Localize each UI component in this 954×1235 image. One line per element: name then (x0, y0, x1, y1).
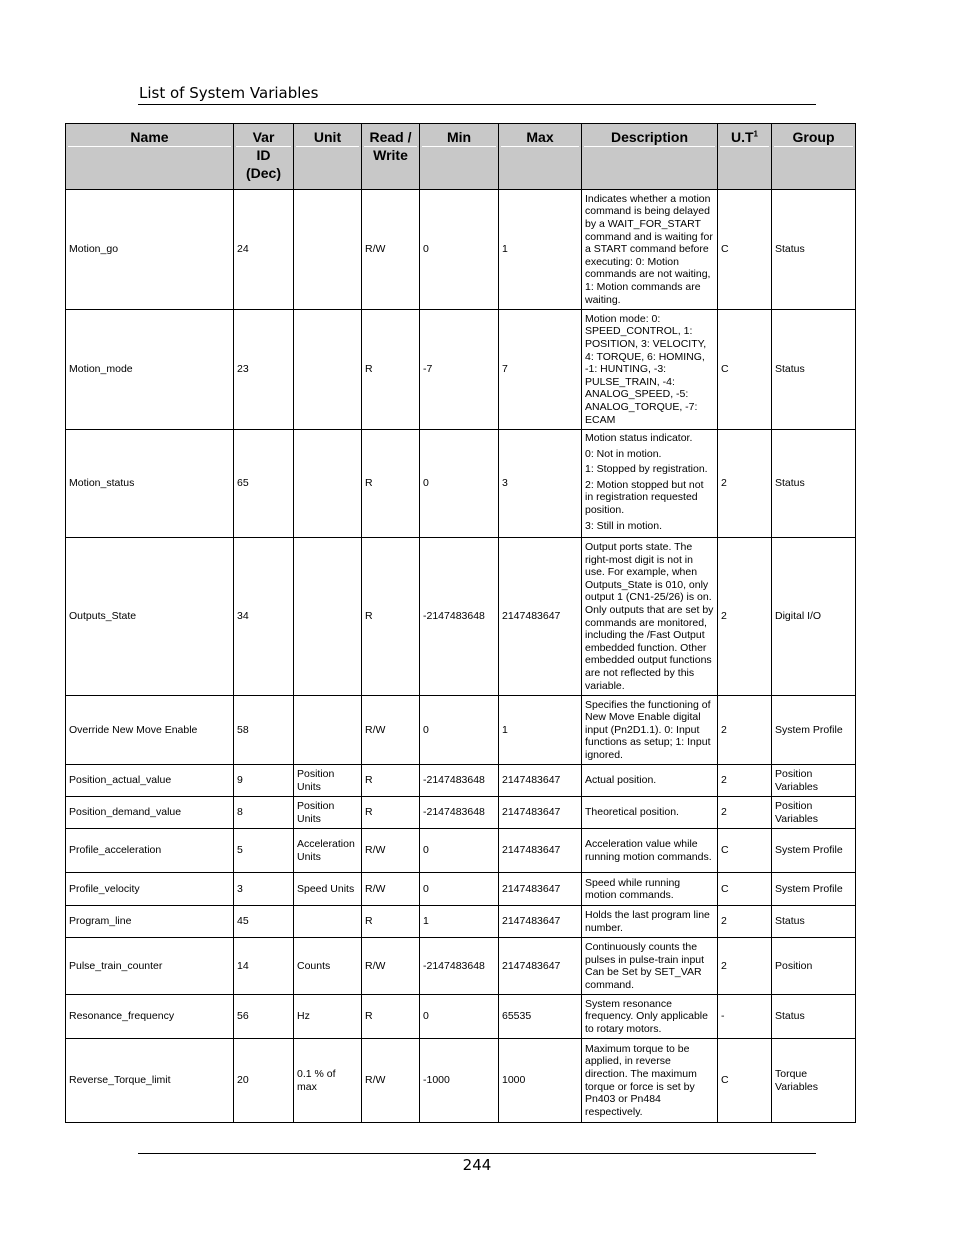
column-header-name: Name (66, 124, 234, 190)
column-header-read-write: Read / Write (362, 124, 420, 190)
cell-description (582, 538, 718, 696)
cell-rw: R/W (362, 829, 420, 873)
cell-description (582, 190, 718, 310)
cell-rw: R/W (362, 873, 420, 906)
table-row (66, 797, 856, 829)
description-paragraph: System resonance frequency. Only applicable to rotary motors. (585, 997, 708, 1035)
cell-ut: C (718, 190, 772, 310)
cell-name: Motion_status (66, 430, 234, 538)
cell-name: Resonance_frequency (66, 995, 234, 1039)
cell-name: Profile_acceleration (66, 829, 234, 873)
cell-min: -2147483648 (420, 538, 499, 696)
table-row (66, 906, 856, 938)
cell-rw: R (362, 906, 420, 938)
cell-ut: - (718, 995, 772, 1039)
description-paragraph: 3: Still in motion. (585, 519, 663, 532)
table-row (66, 1039, 856, 1123)
cell-description (582, 995, 718, 1039)
cell-group: System Profile (772, 873, 856, 906)
cell-group: System Profile (772, 829, 856, 873)
cell-unit: Hz (294, 995, 362, 1039)
cell-description (582, 310, 718, 430)
cell-rw: R (362, 765, 420, 797)
table-header-row (66, 124, 856, 190)
cell-group: Status (772, 995, 856, 1039)
cell-ut: 2 (718, 797, 772, 829)
cell-unit: Counts (294, 938, 362, 995)
cell-unit: 0.1 % of max (294, 1039, 362, 1123)
cell-min: 0 (420, 430, 499, 538)
cell-ut: 2 (718, 765, 772, 797)
cell-min: 1 (420, 906, 499, 938)
cell-unit: Position Units (294, 797, 362, 829)
column-header-min: Min (420, 124, 499, 190)
table-row (66, 430, 856, 538)
cell-description (582, 938, 718, 995)
cell-name: Position_demand_value (66, 797, 234, 829)
cell-unit: Speed Units (294, 873, 362, 906)
cell-description (582, 906, 718, 938)
cell-min: 0 (420, 995, 499, 1039)
cell-name: Reverse_Torque_limit (66, 1039, 234, 1123)
cell-unit: Acceleration Units (294, 829, 362, 873)
cell-name: Motion_mode (66, 310, 234, 430)
table-row (66, 310, 856, 430)
cell-id: 8 (234, 797, 294, 829)
page-header-title: List of System Variables (139, 84, 319, 102)
cell-group: Status (772, 310, 856, 430)
cell-min: 0 (420, 190, 499, 310)
cell-id: 65 (234, 430, 294, 538)
cell-unit (294, 538, 362, 696)
cell-id: 14 (234, 938, 294, 995)
cell-id: 58 (234, 696, 294, 765)
page-number: 244 (462, 1156, 492, 1174)
cell-id: 9 (234, 765, 294, 797)
description-paragraph: Motion status indicator. (585, 432, 693, 444)
table-row (66, 765, 856, 797)
description-paragraph: Continuously counts the pulses in pulse-train input Can be Set by SET_VAR command. (585, 940, 705, 991)
table-row (66, 190, 856, 310)
cell-id: 23 (234, 310, 294, 430)
cell-min: -2147483648 (420, 797, 499, 829)
cell-unit (294, 696, 362, 765)
table-row (66, 538, 856, 696)
description-paragraph: Indicates whether a motion command is being delayed by a WAIT_FOR_START command and is waiting for a START command before executing: 0: Motion commands are not waiting, 1: Motion commands are waiting. (585, 192, 713, 306)
cell-max: 2147483647 (499, 765, 582, 797)
cell-max: 1000 (499, 1039, 582, 1123)
cell-group: Status (772, 430, 856, 538)
table-row (66, 938, 856, 995)
cell-description (582, 1039, 718, 1123)
cell-min: 0 (420, 873, 499, 906)
cell-max: 2147483647 (499, 873, 582, 906)
cell-description (582, 430, 718, 538)
cell-min: -1000 (420, 1039, 499, 1123)
cell-unit (294, 430, 362, 538)
cell-max: 2147483647 (499, 938, 582, 995)
cell-description (582, 696, 718, 765)
cell-name: Override New Move Enable (66, 696, 234, 765)
description-paragraph: Holds the last program line number. (585, 909, 710, 934)
cell-ut: 2 (718, 938, 772, 995)
cell-ut: C (718, 829, 772, 873)
cell-max: 1 (499, 190, 582, 310)
description-paragraph: Specifies the functioning of New Move Enable digital input (Pn2D1.1). 0: Input functions as setup; 1: Input ignored. (585, 698, 711, 762)
cell-max: 2147483647 (499, 538, 582, 696)
description-paragraph: Motion mode: 0: SPEED_CONTROL, 1: POSITION, 3: VELOCITY, 4: TORQUE, 6: HOMING, -1: HUNTING, -3: PULSE_TRAIN, -4: ANALOG_SPEED, -5: ANALOG_TORQUE, -7: ECAM (585, 312, 707, 426)
cell-group: Status (772, 906, 856, 938)
cell-max: 2147483647 (499, 829, 582, 873)
cell-id: 20 (234, 1039, 294, 1123)
cell-max: 2147483647 (499, 797, 582, 829)
ut-label: U.T (730, 129, 754, 145)
cell-id: 24 (234, 190, 294, 310)
description-paragraph: Actual position. (585, 774, 657, 787)
cell-group: Status (772, 190, 856, 310)
description-paragraph: Speed while running motion commands. (585, 876, 681, 902)
cell-rw: R (362, 995, 420, 1039)
cell-group: Digital I/O (772, 538, 856, 696)
ut-footnote-marker: 1 (753, 129, 758, 139)
cell-ut: 2 (718, 538, 772, 696)
description-paragraph: Output ports state. The right-most digit is not in use. For example, when Outputs_State is 010, only output 1 (CN1-25/26) is on. Only outputs that are set by commands are monitored, including the /Fast Output embedded function. Other embedded output functions are not reflected by this variable. (585, 541, 714, 692)
cell-ut: 2 (718, 430, 772, 538)
cell-rw: R/W (362, 938, 420, 995)
column-header-unit: Unit (294, 124, 362, 190)
cell-rw: R/W (362, 696, 420, 765)
cell-rw: R/W (362, 190, 420, 310)
cell-max: 1 (499, 696, 582, 765)
description-paragraph: 1: Stopped by registration. (585, 463, 708, 476)
column-header-max: Max (499, 124, 582, 190)
cell-ut: C (718, 310, 772, 430)
cell-name: Program_line (66, 906, 234, 938)
cell-rw: R/W (362, 1039, 420, 1123)
column-header-ut (718, 124, 772, 190)
cell-name: Outputs_State (66, 538, 234, 696)
description-paragraph: Maximum torque to be applied, in reverse direction. The maximum torque or force is set by Pn403 or Pn484 respectively. (585, 1042, 697, 1118)
cell-ut: 2 (718, 696, 772, 765)
cell-unit (294, 190, 362, 310)
description-paragraph: 0: Not in motion. (585, 447, 662, 460)
cell-ut: C (718, 1039, 772, 1123)
cell-name: Motion_go (66, 190, 234, 310)
cell-max: 2147483647 (499, 906, 582, 938)
cell-group: System Profile (772, 696, 856, 765)
description-paragraph: Theoretical position. (585, 806, 679, 819)
cell-unit: Position Units (294, 765, 362, 797)
column-header-group: Group (772, 124, 856, 190)
cell-description (582, 829, 718, 873)
cell-min: 0 (420, 829, 499, 873)
cell-max: 65535 (499, 995, 582, 1039)
cell-group: Position Variables (772, 765, 856, 797)
table-body (66, 190, 856, 1123)
cell-rw: R (362, 310, 420, 430)
cell-ut: 2 (718, 906, 772, 938)
cell-id: 45 (234, 906, 294, 938)
cell-min: 0 (420, 696, 499, 765)
cell-name: Profile_velocity (66, 873, 234, 906)
cell-description (582, 797, 718, 829)
table-row (66, 829, 856, 873)
cell-description (582, 873, 718, 906)
cell-max: 3 (499, 430, 582, 538)
table-row (66, 873, 856, 906)
cell-group: Position (772, 938, 856, 995)
system-variables-table (65, 123, 856, 1123)
footer-divider (138, 1153, 816, 1154)
cell-id: 3 (234, 873, 294, 906)
cell-unit (294, 906, 362, 938)
cell-id: 34 (234, 538, 294, 696)
header-divider (138, 104, 816, 105)
description-paragraph: Acceleration value while running motion commands. (585, 838, 712, 863)
cell-description (582, 765, 718, 797)
table-row (66, 995, 856, 1039)
cell-min: -2147483648 (420, 765, 499, 797)
cell-name: Pulse_train_counter (66, 938, 234, 995)
cell-max: 7 (499, 310, 582, 430)
cell-rw: R (362, 430, 420, 538)
cell-min: -2147483648 (420, 938, 499, 995)
cell-rw: R (362, 797, 420, 829)
cell-rw: R (362, 538, 420, 696)
cell-id: 56 (234, 995, 294, 1039)
description-paragraph: 2: Motion stopped but not in registration requested position. (585, 478, 704, 516)
cell-ut: C (718, 873, 772, 906)
column-header-description: Description (582, 124, 718, 190)
cell-unit (294, 310, 362, 430)
cell-id: 5 (234, 829, 294, 873)
column-header-var-id: Var ID (Dec) (234, 124, 294, 190)
cell-name: Position_actual_value (66, 765, 234, 797)
cell-group: Torque Variables (772, 1039, 856, 1123)
cell-min: -7 (420, 310, 499, 430)
cell-group: Position Variables (772, 797, 856, 829)
table-row (66, 696, 856, 765)
